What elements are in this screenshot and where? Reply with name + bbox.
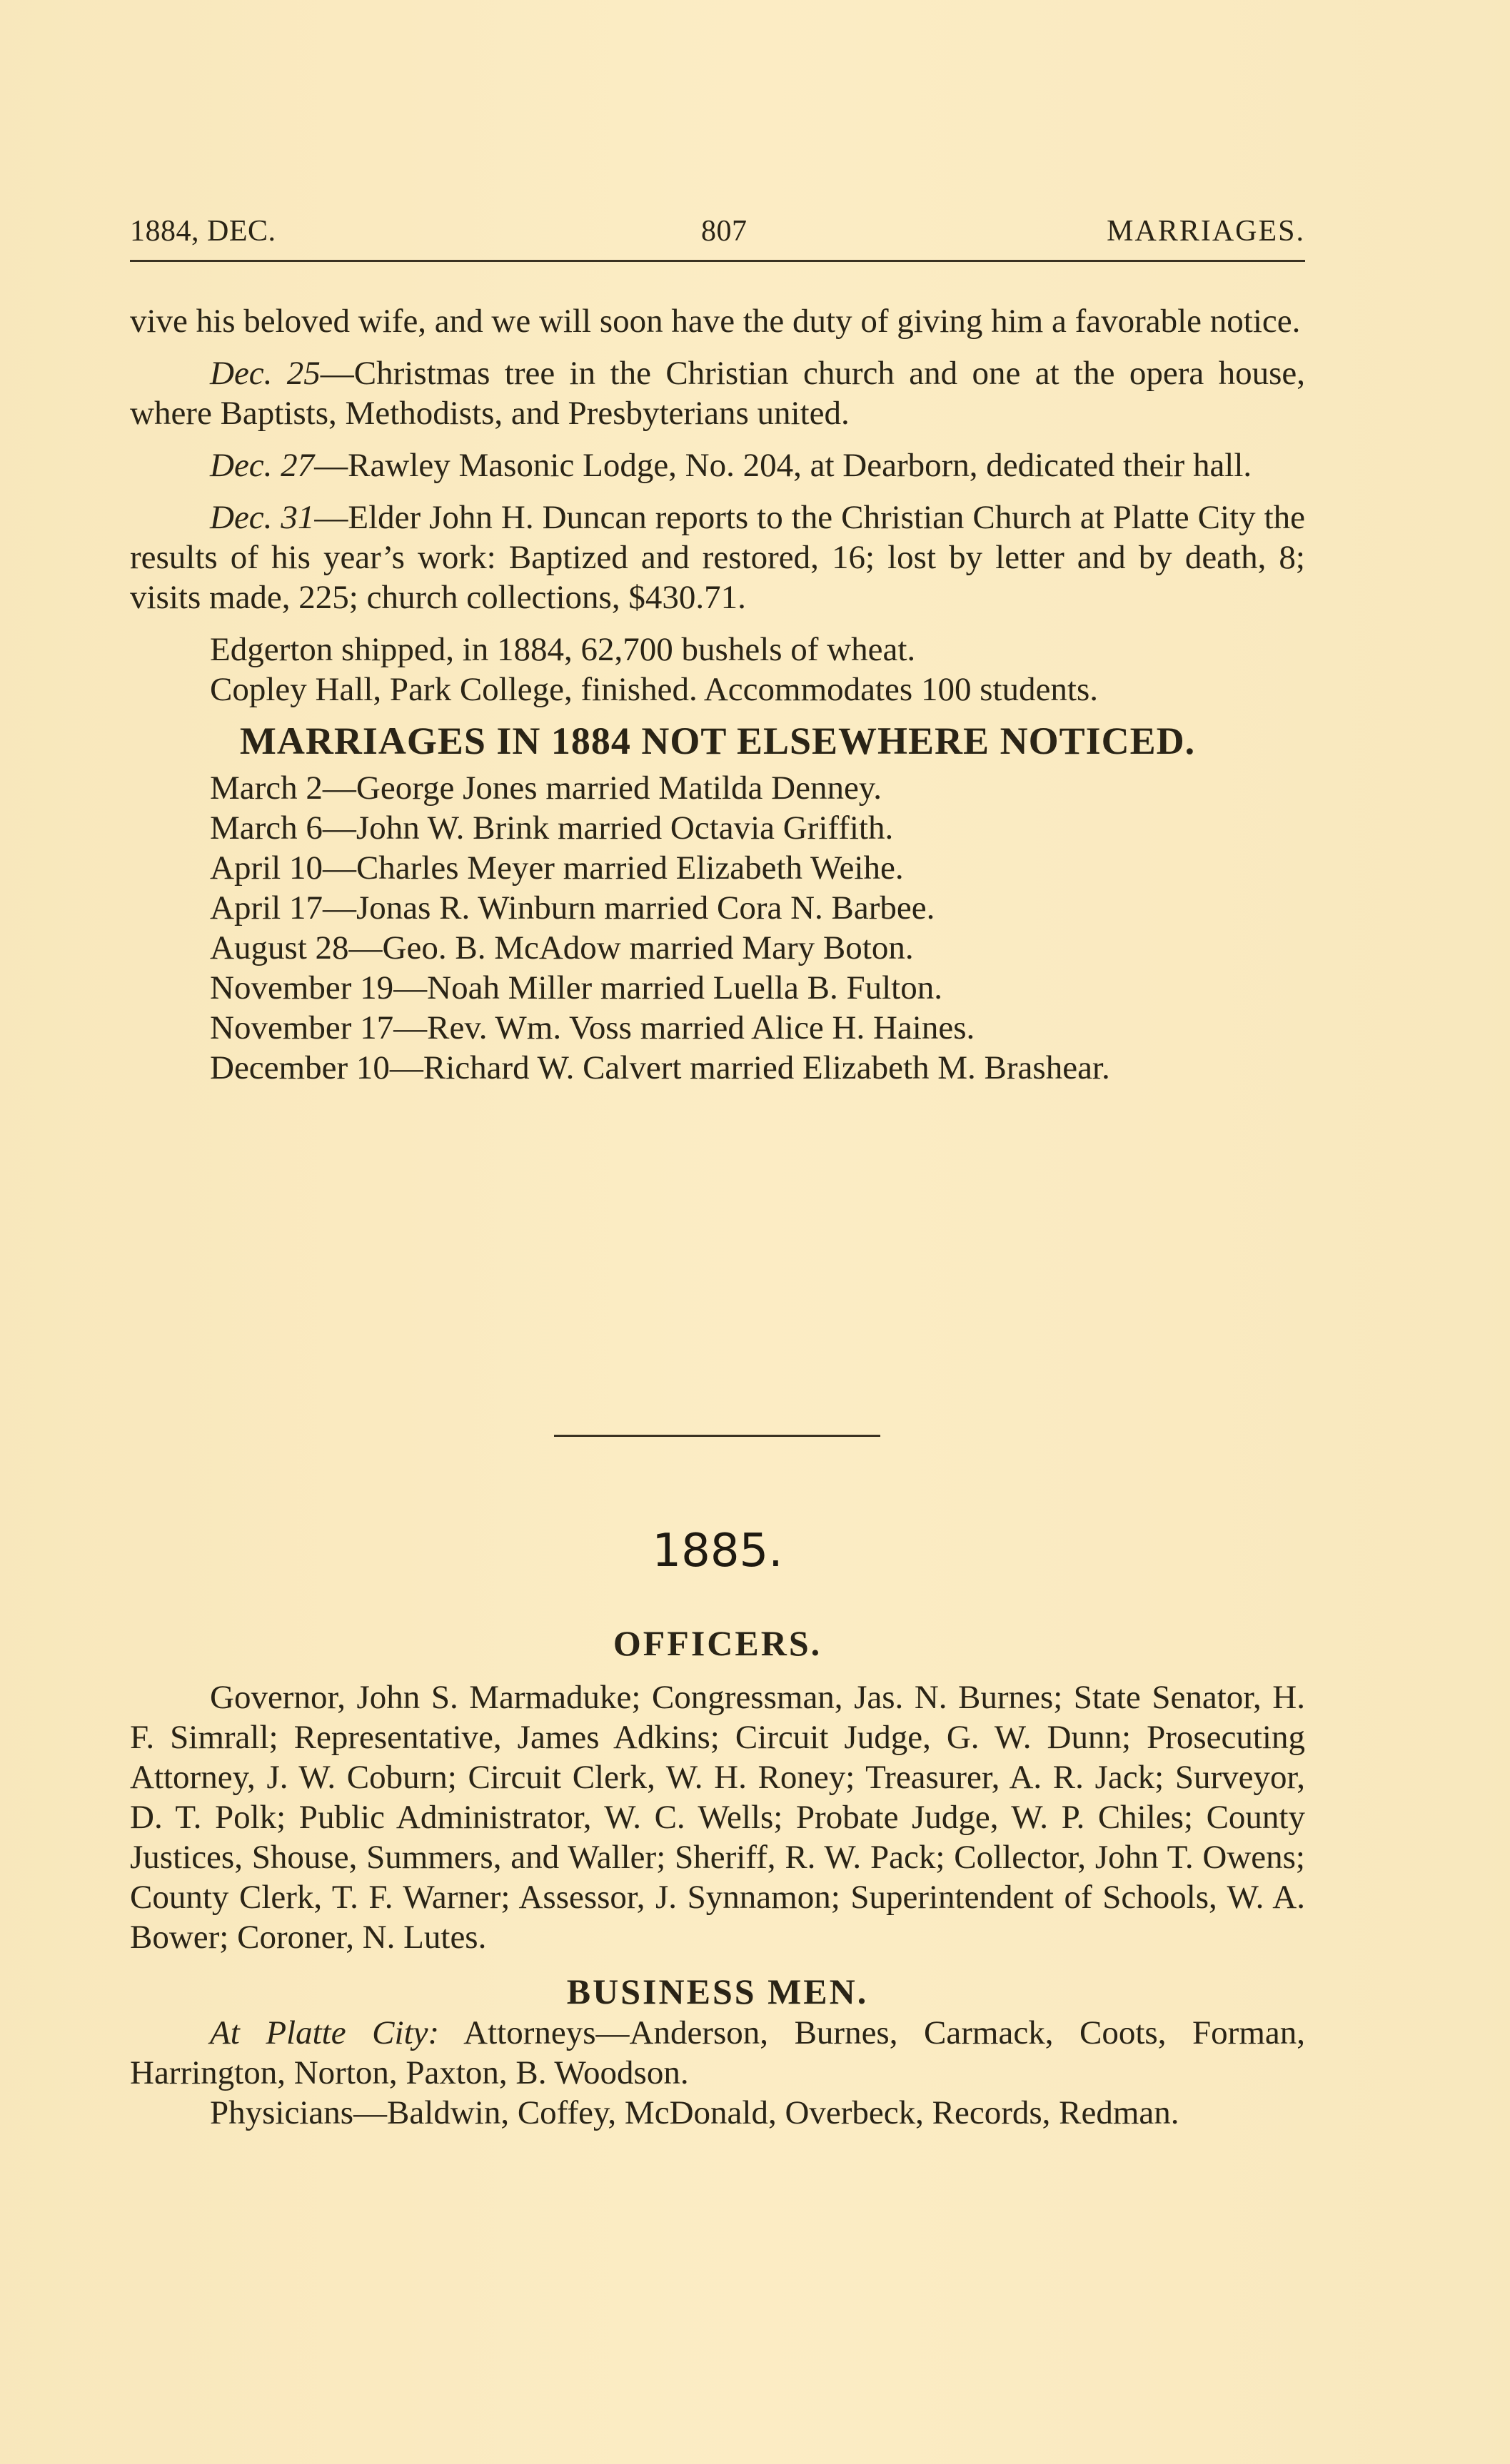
attorneys-paragraph: [130, 2013, 1305, 2093]
marriage-item: August 28—Geo. B. McAdow married Mary Boton.: [210, 929, 914, 966]
attorneys-text: Attorneys—Anderson, Burnes, Carmack, Coots, Forman, Harrington, Norton, Paxton, B. Woodson.: [130, 2014, 1305, 2091]
marriage-item: April 10—Charles Meyer married Elizabeth Weihe.: [210, 849, 904, 887]
marriage-item: March 6—John W. Brink married Octavia Griffith.: [210, 809, 894, 847]
year-heading: 1885.: [652, 1525, 783, 1577]
officers-paragraph: Governor, John S. Marmaduke; Congressman, Jas. N. Burnes; State Senator, H. F. Simrall; Representative, James Adkins; Circuit Judge, G. W. Dunn; Prosecuting Attorney, J. W. Coburn; Circuit Clerk, W. H. Roney; Treasurer, A. R. Jack; Surveyor, D. T. Polk; Public Administrator, W. C. Wells; Probate Judge, W. P. Chiles; County Justices, Shouse, Summers, and Waller; Sheriff, R. W. Pack; Collector, John T. Owens; County Clerk, T. F. Warner; Assessor, J. Synnamon; Superintendent of Schools, W. A. Bower; Coroner, N. Lutes.: [130, 1679, 1305, 1956]
entry-dec-31: [130, 498, 1305, 617]
top-text-block: [130, 301, 1305, 1088]
business-men-heading: BUSINESS MEN.: [566, 1971, 869, 2011]
marriage-item: December 10—Richard W. Calvert married Elizabeth M. Brashear.: [210, 1049, 1110, 1086]
entry-date: Dec. 27: [210, 447, 315, 484]
entry-date: Dec. 25: [210, 355, 321, 392]
entry-text: —Christmas tree in the Christian church and one at the opera house, where Baptists, Methodists, and Presbyterians united.: [130, 355, 1305, 432]
entry-date: Dec. 31: [210, 499, 315, 536]
header-rule: [130, 260, 1305, 262]
officers-heading: OFFICERS.: [613, 1623, 822, 1663]
note-copley-hall: Copley Hall, Park College, finished. Accommodates 100 students.: [210, 671, 1099, 708]
running-head-date: 1884, DEC.: [130, 215, 276, 248]
marriage-item: November 19—Noah Miller married Luella B. Fulton.: [210, 969, 942, 1006]
entry-dec-27: [130, 445, 1305, 485]
officers-heading-wrap: [130, 1622, 1305, 1665]
marriage-item: April 17—Jonas R. Winburn married Cora N. Barbee.: [210, 889, 935, 926]
physicians-paragraph: Physicians—Baldwin, Coffey, McDonald, Overbeck, Records, Redman.: [210, 2094, 1179, 2131]
continuation-paragraph: vive his beloved wife, and we will soon have the duty of giving him a favorable notice.: [130, 303, 1301, 340]
entry-text: —Rawley Masonic Lodge, No. 204, at Dearborn, dedicated their hall.: [314, 447, 1252, 484]
officers-block: [130, 1677, 1305, 2133]
section-divider-rule: [554, 1435, 880, 1437]
note-edgerton: Edgerton shipped, in 1884, 62,700 bushels of wheat.: [210, 631, 916, 668]
running-head: [130, 214, 1305, 250]
marriage-item: March 2—George Jones married Matilda Denney.: [210, 769, 882, 807]
entry-text: —Elder John H. Duncan reports to the Christian Church at Platte City the results of his year’s work: Baptized and restored, 16; lost by letter and by death, 8; visits made, 225; church collections, $430.71.: [130, 499, 1305, 616]
entry-dec-25: [130, 353, 1305, 433]
marriages-heading: MARRIAGES IN 1884 NOT ELSEWHERE NOTICED.: [239, 719, 1196, 762]
running-head-section: MARRIAGES.: [1107, 215, 1305, 248]
page-number: 807: [701, 215, 748, 248]
platte-city-label: At Platte City:: [210, 2014, 440, 2051]
marriage-item: November 17—Rev. Wm. Voss married Alice H. Haines.: [210, 1009, 975, 1046]
